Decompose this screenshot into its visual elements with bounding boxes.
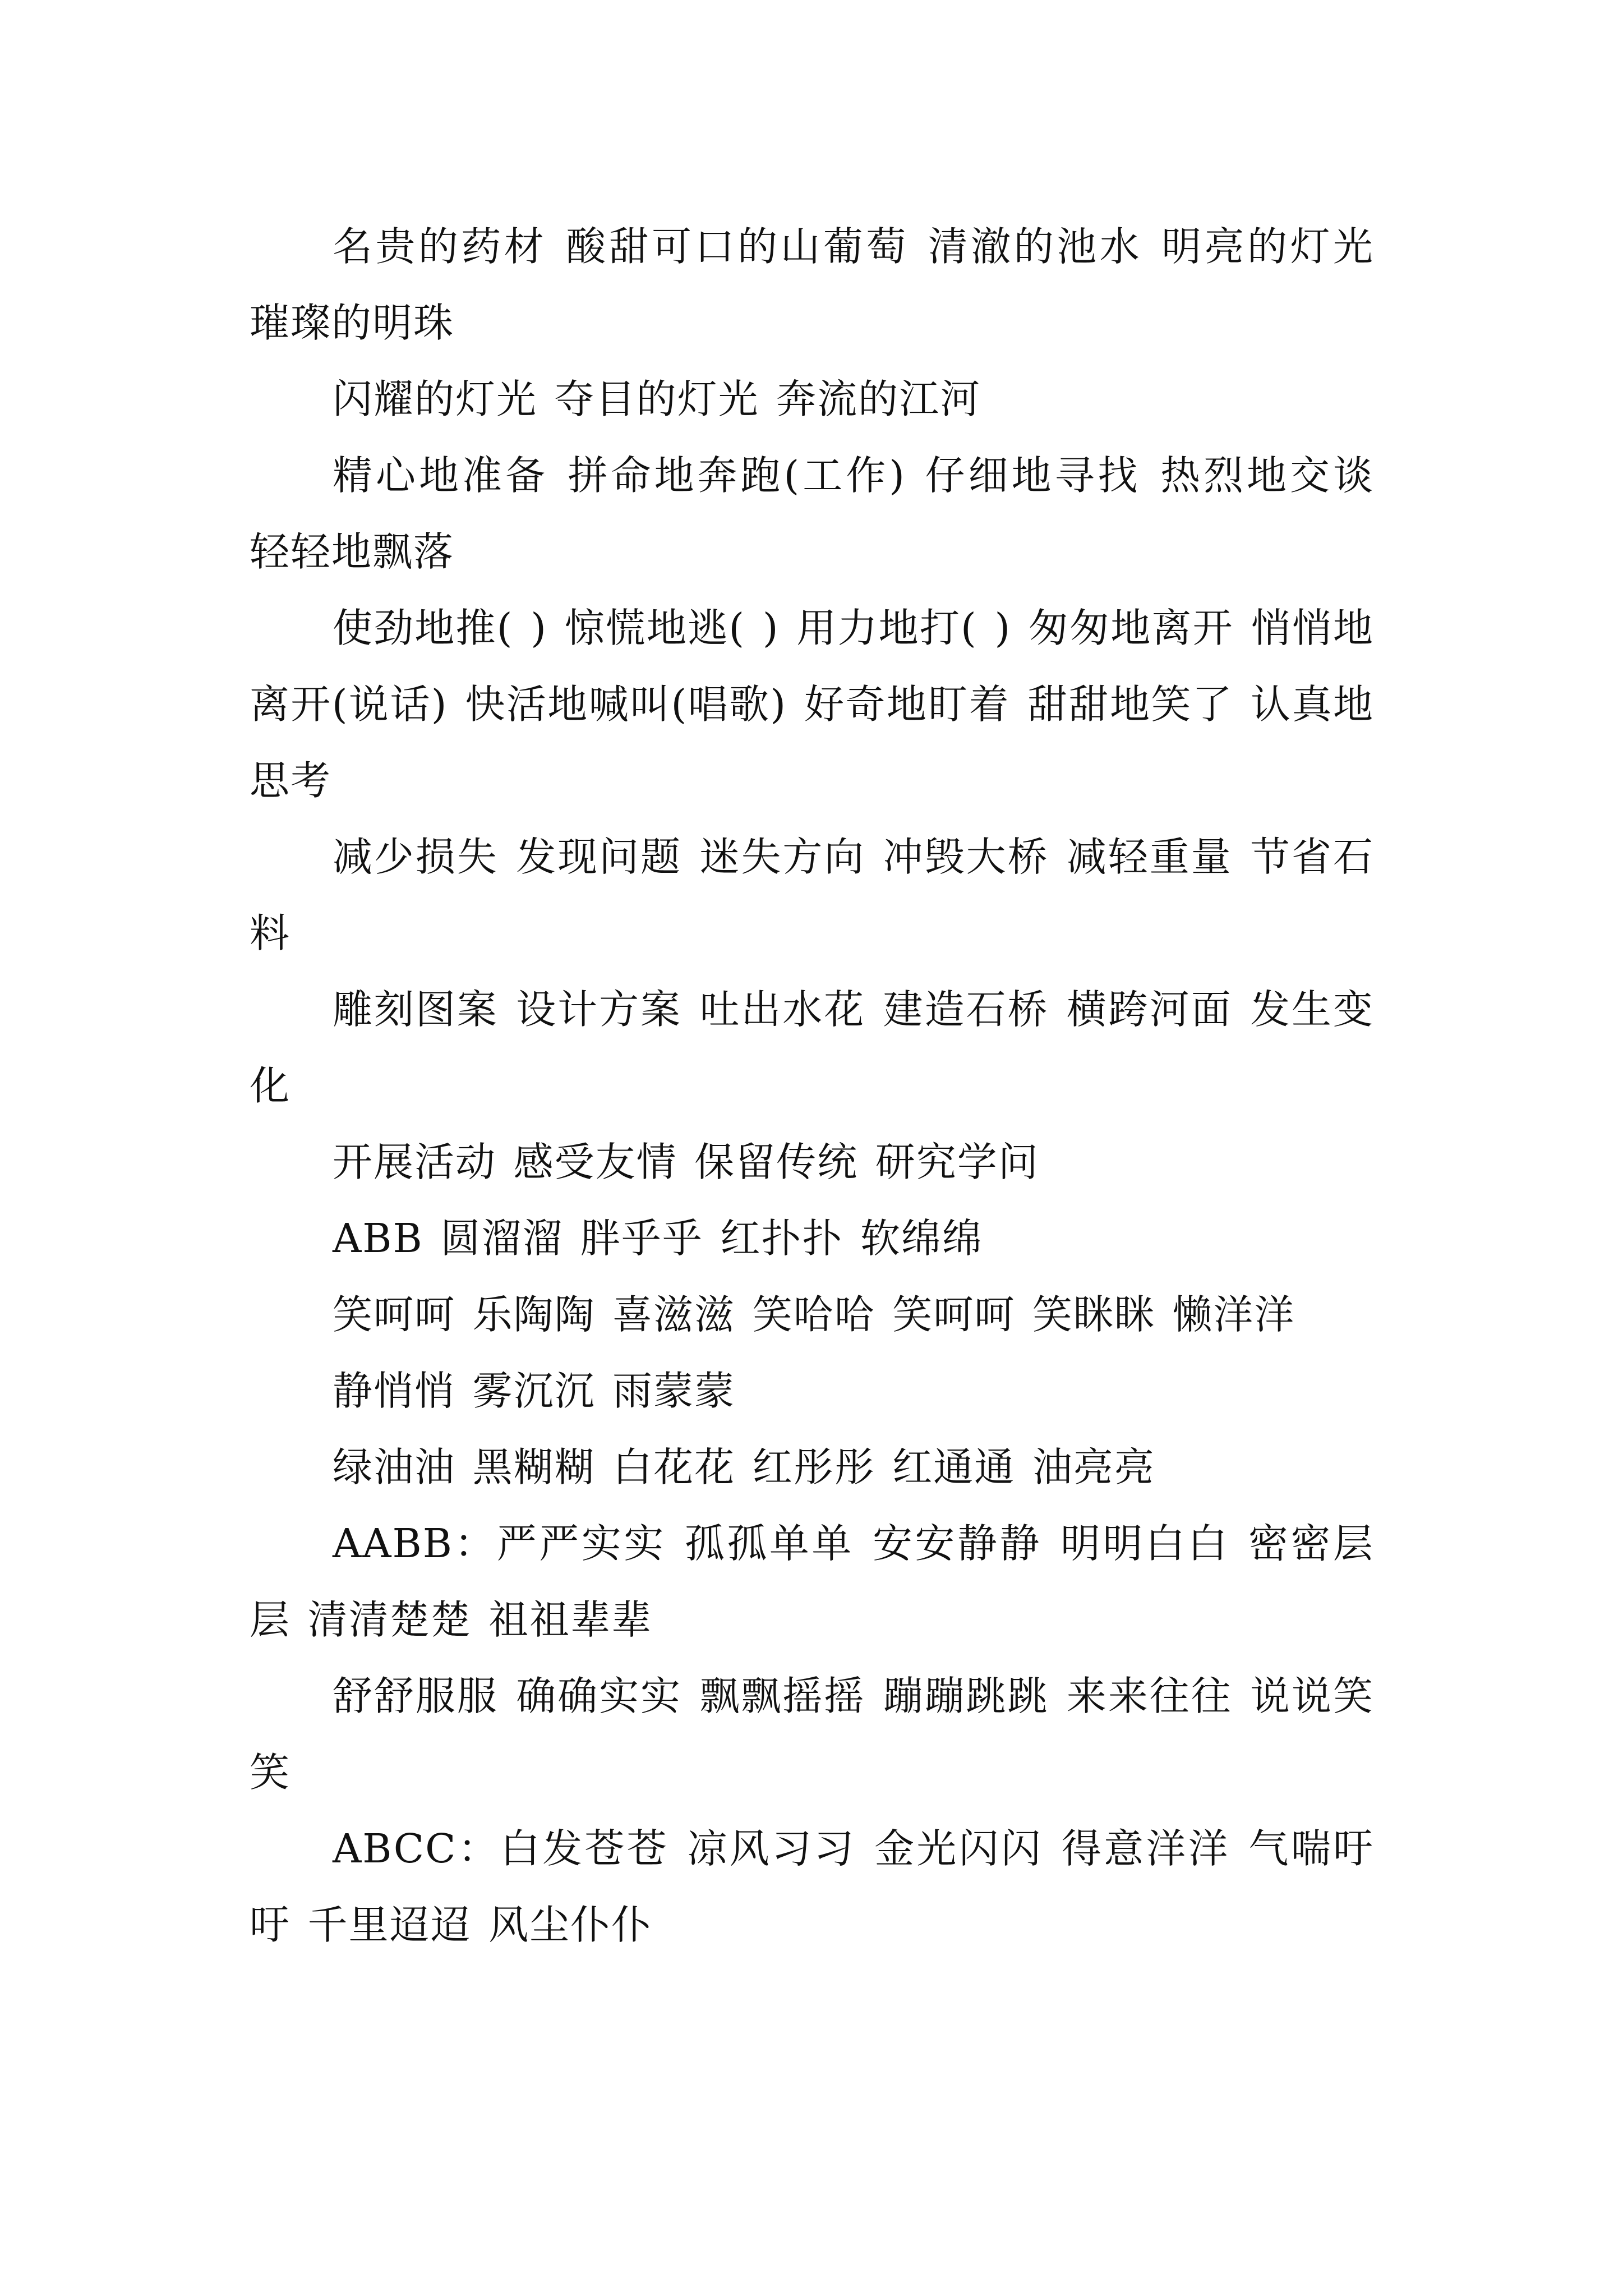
paragraph-aabb-1: AABB：严严实实 孤孤单单 安安静静 明明白白 密密层层 清清楚楚 祖祖辈辈 xyxy=(250,1520,1374,1643)
paragraph-verb-object-3: 开展活动 感受友情 保留传统 研究学问 xyxy=(333,1139,1039,1185)
paragraph-abcc: ABCC：白发苍苍 凉风习习 金光闪闪 得意洋洋 气喘吁吁 千里迢迢 风尘仆仆 xyxy=(250,1825,1374,1948)
paragraph-abb-1: ABB 圆溜溜 胖乎乎 红扑扑 软绵绵 xyxy=(333,1215,983,1262)
paragraph-verb-object-2: 雕刻图案 设计方案 吐出水花 建造石桥 横跨河面 发生变化 xyxy=(250,986,1374,1109)
paragraph-adverb-verb-2: 使劲地推( ) 惊慌地逃( ) 用力地打( ) 匆匆地离开 悄悄地离开(说话) 快活地喊叫(唱歌) 好奇地盯着 甜甜地笑了 认真地思考 xyxy=(250,605,1374,804)
paragraph-adjective-noun-2: 闪耀的灯光 夺目的灯光 奔流的江河 xyxy=(333,376,981,422)
paragraph-abb-4: 绿油油 黑糊糊 白花花 红彤彤 红通通 油亮亮 xyxy=(333,1444,1155,1490)
paragraph-abb-2: 笑呵呵 乐陶陶 喜滋滋 笑哈哈 笑呵呵 笑眯眯 懒洋洋 xyxy=(333,1291,1295,1338)
paragraph-verb-object-1: 减少损失 发现问题 迷失方向 冲毁大桥 减轻重量 节省石料 xyxy=(250,834,1374,956)
document-page xyxy=(250,209,1374,1963)
paragraph-aabb-2: 舒舒服服 确确实实 飘飘摇摇 蹦蹦跳跳 来来往往 说说笑笑 xyxy=(250,1673,1374,1796)
paragraph-abb-3: 静悄悄 雾沉沉 雨蒙蒙 xyxy=(333,1368,736,1414)
paragraph-adverb-verb-1: 精心地准备 拼命地奔跑(工作) 仔细地寻找 热烈地交谈 轻轻地飘落 xyxy=(250,452,1374,575)
paragraph-adjective-noun-1: 名贵的药材 酸甜可口的山葡萄 清澈的池水 明亮的灯光 璀璨的明珠 xyxy=(250,223,1374,346)
